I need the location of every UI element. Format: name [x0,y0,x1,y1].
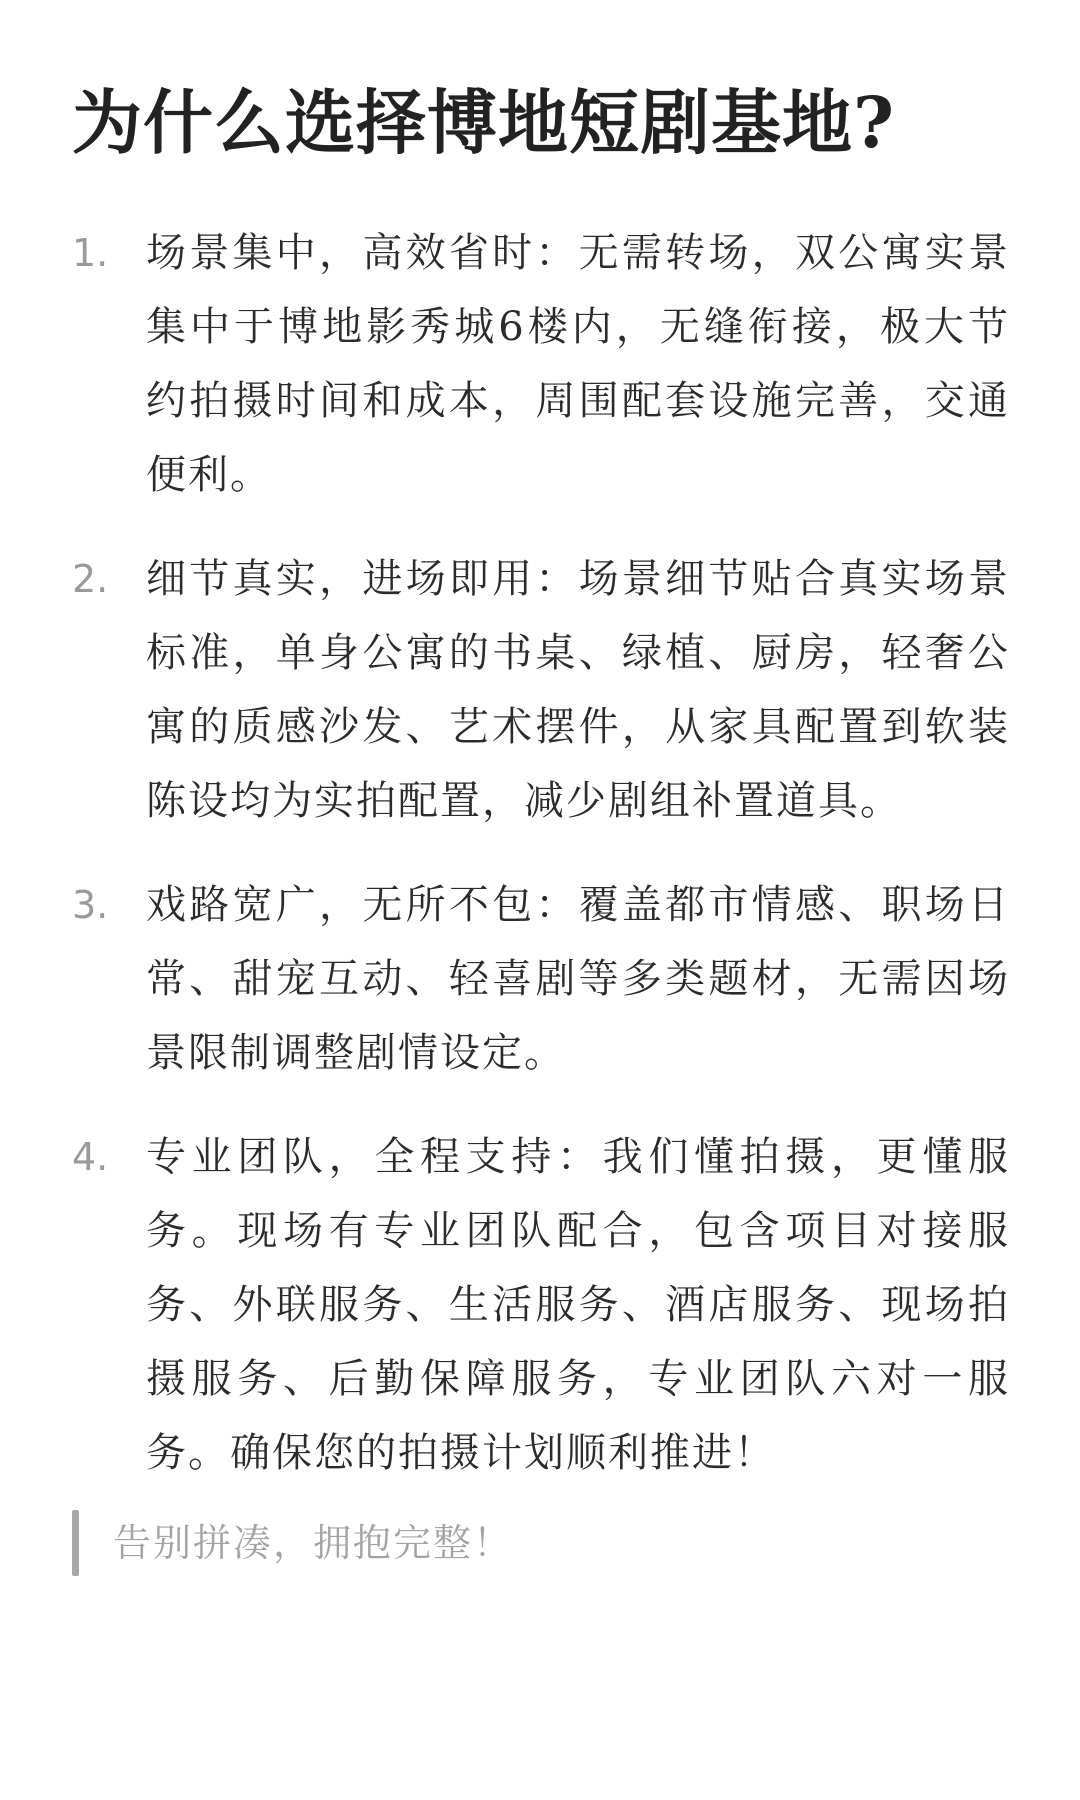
quote-bar [72,1510,79,1576]
list-item-text: 细节真实，进场即用：场景细节贴合真实场景标准，单身公寓的书桌、绿植、厨房，轻奢公寓的质感沙发、艺术摆件，从家具配置到软装陈设均为实拍配置，减少剧组补置道具。 [146,556,1010,824]
list-item-text: 专业团队，全程支持：我们懂拍摄，更懂服务。现场有专业团队配合，包含项目对接服务、外联服务、生活服务、酒店服务、现场拍摄服务、后勤保障服务，专业团队六对一服务。确保您的拍摄计划顺利推进！ [146,1134,1010,1476]
quote-text: 告别拼凑，拥抱完整！ [113,1521,514,1565]
page-title: 为什么选择博地短剧基地? [72,81,896,164]
list-item-number: 1. [72,231,109,275]
list-item-text: 戏路宽广，无所不包：覆盖都市情感、职场日常、甜宠互动、轻喜剧等多类题材，无需因场景限制调整剧情设定。 [146,882,1010,1076]
list-item [72,868,1010,1090]
list-item-number: 2. [72,557,109,601]
list-item-number: 4. [72,1135,109,1179]
reasons-list [72,216,1010,1520]
blockquote [72,1510,972,1576]
list-item-number: 3. [72,883,109,927]
list-item [72,1120,1010,1490]
list-item-text: 场景集中，高效省时：无需转场，双公寓实景集中于博地影秀城6楼内，无缝衔接，极大节约拍摄时间和成本，周围配套设施完善，交通便利。 [146,230,1010,498]
list-item [72,216,1010,512]
list-item [72,542,1010,838]
